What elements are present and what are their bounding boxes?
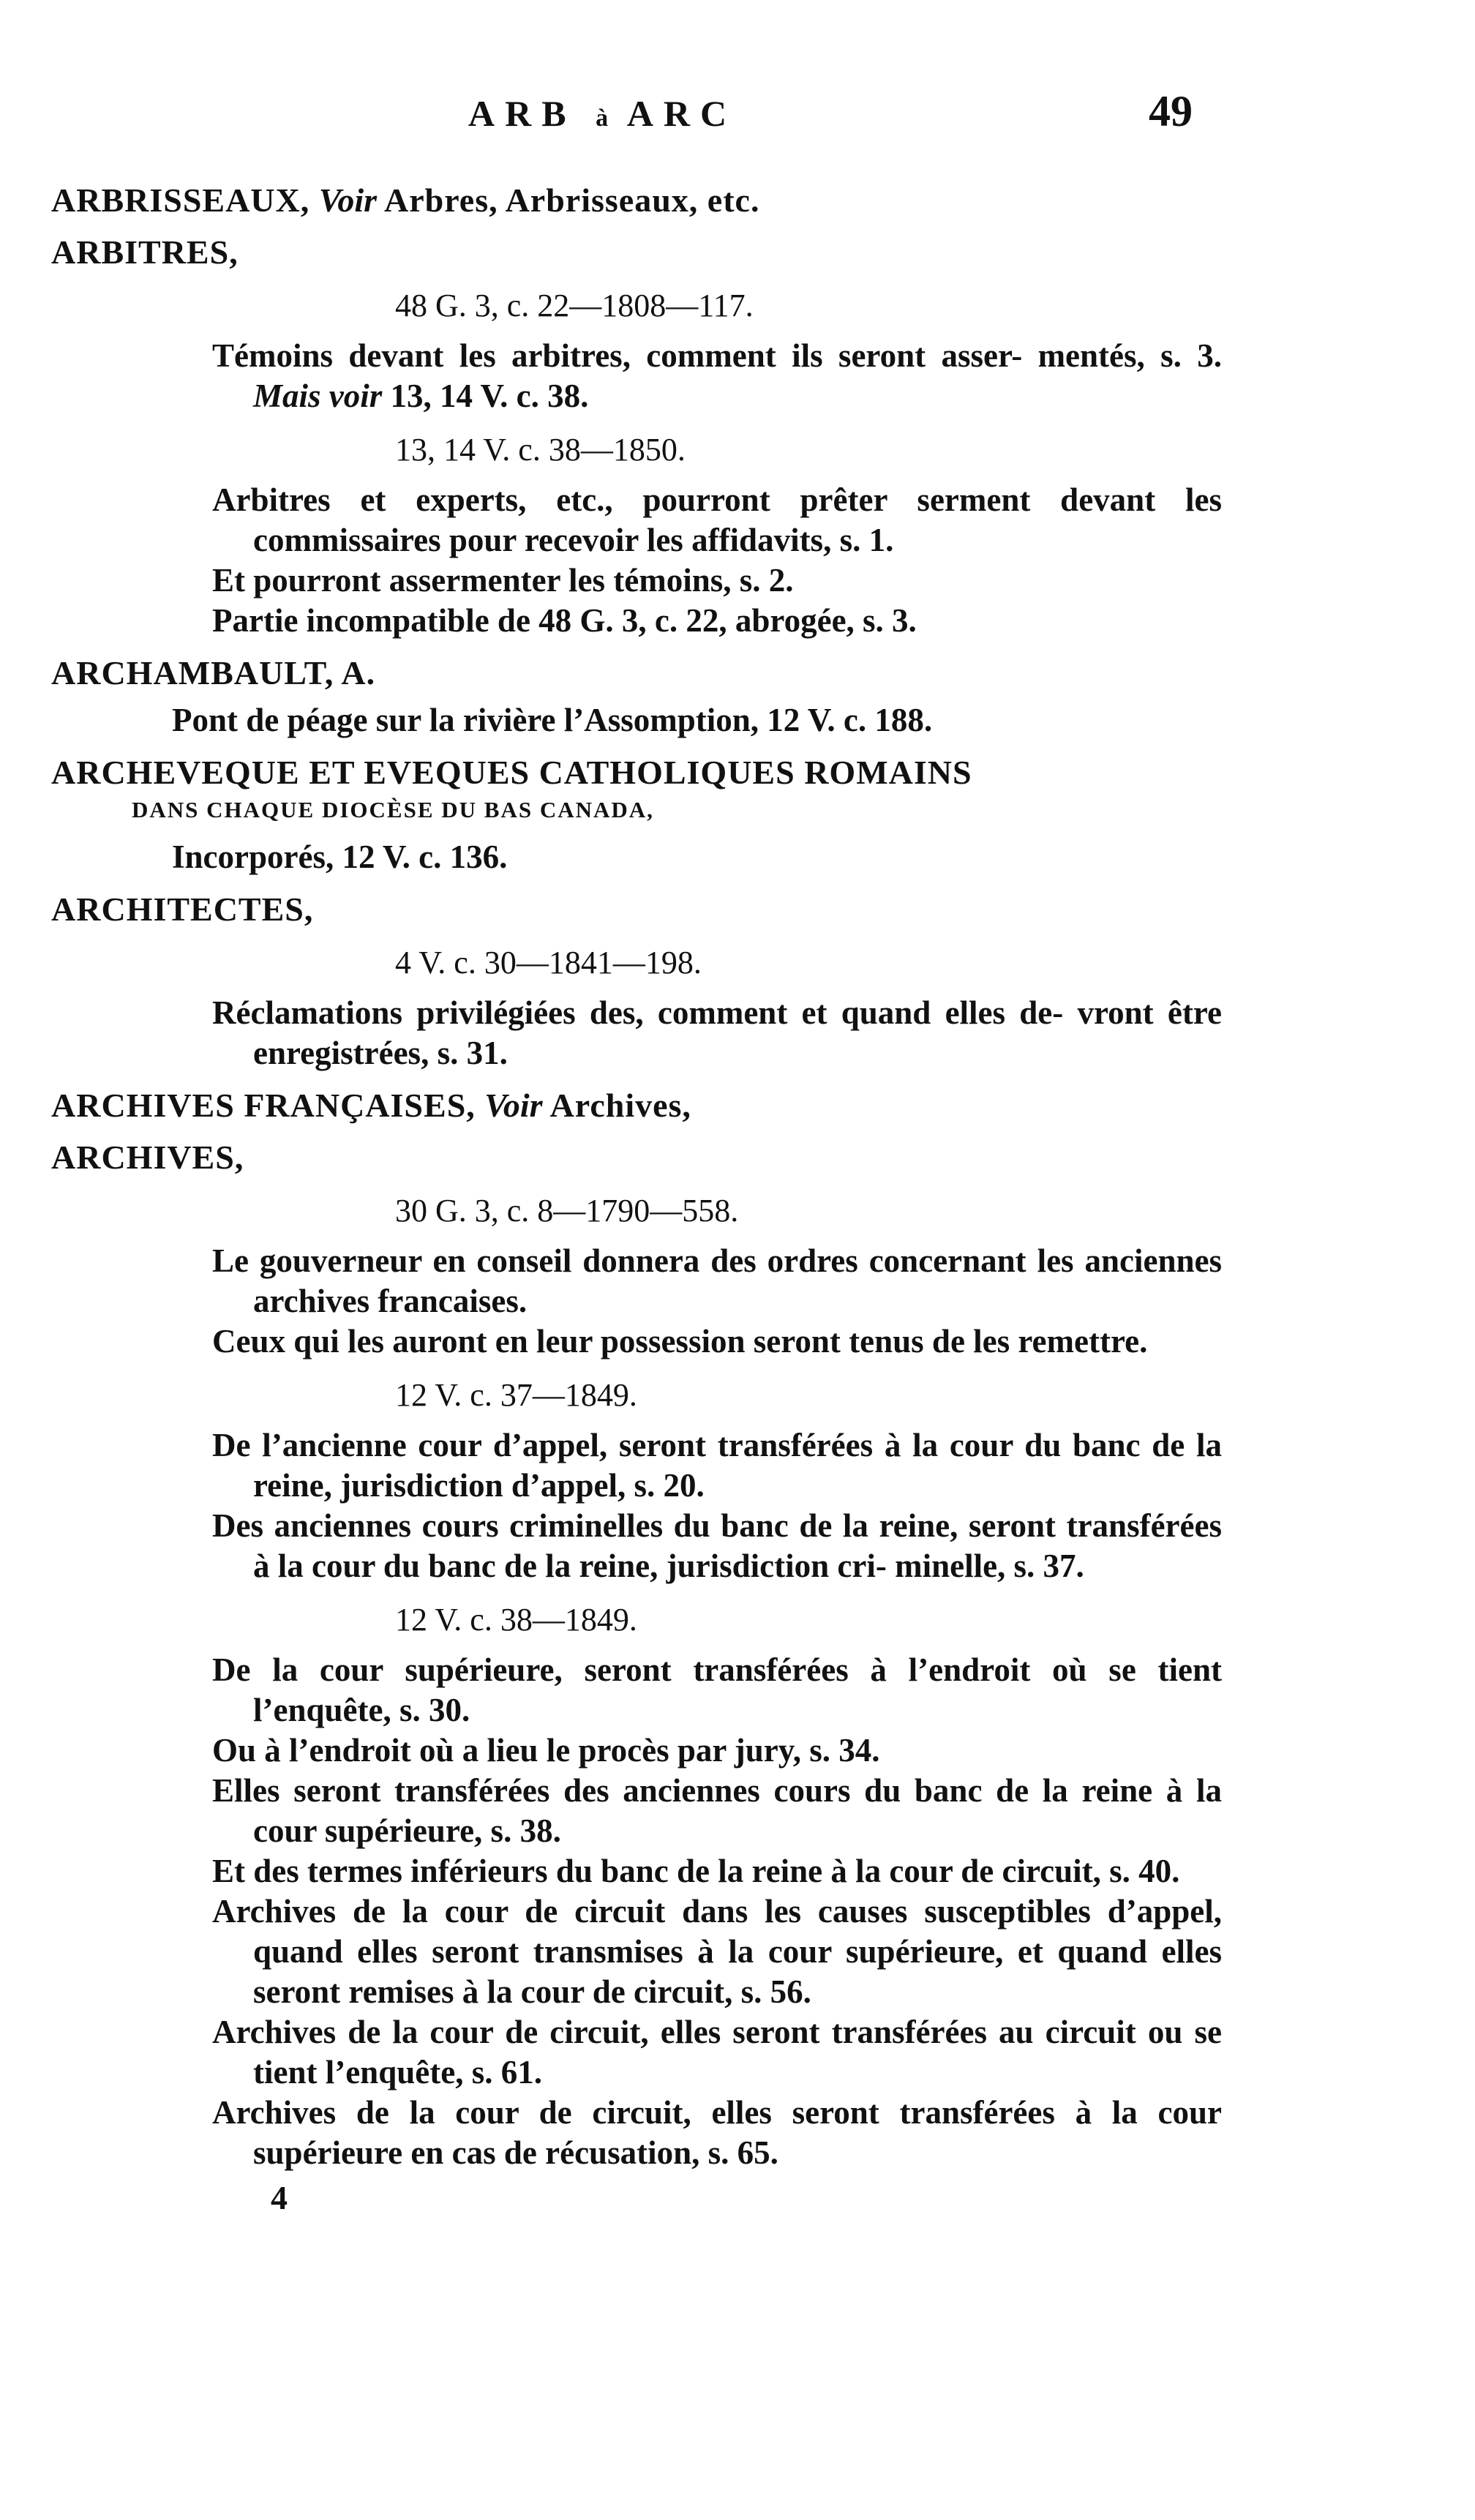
list-item: Archives de la cour de circuit, elles seront transférées à la cour supérieure en cas de récusation, s. 65. xyxy=(212,2094,1222,2171)
running-head-mid: à xyxy=(596,105,610,132)
heading-arbitres: ARBITRES, xyxy=(51,233,239,271)
list-item: Arbitres et experts, etc., pourront prêter serment devant les commissaires pour recevoir les affidavits, s. 1. xyxy=(212,481,1222,558)
list-item: De l’ancienne cour d’appel, seront transférées à la cour du banc de la reine, jurisdiction d’appel, s. 20. xyxy=(212,1427,1222,1504)
list-item: Archives de la cour de circuit dans les causes susceptibles d’appel, quand elles seront transmises à la cour supérieure, et quand elles seront remises à la cour de circuit, s. 56. xyxy=(212,1893,1222,2010)
heading-arbrisseaux: ARBRISSEAUX, Voir Arbres, Arbrisseaux, etc. xyxy=(51,181,760,219)
subheading: DANS CHAQUE DIOCÈSE DU BAS CANADA, xyxy=(132,797,654,822)
index-body xyxy=(51,168,1222,2218)
heading-archambault: ARCHAMBAULT, A. xyxy=(51,654,376,691)
list-item: De la cour supérieure, seront transférées à l’endroit où se tient l’enquête, s. 30. xyxy=(212,1651,1222,1728)
list-item: Elles seront transférées des anciennes cours du banc de la reine à la cour supérieure, s. 38. xyxy=(212,1772,1222,1849)
list-item: Archives de la cour de circuit, elles seront transférées au circuit ou se tient l’enquête, s. 61. xyxy=(212,2014,1222,2090)
running-head-right: ARC xyxy=(626,93,738,134)
list-item: Réclamations privilégiées des, comment et quand elles de- vront être enregistrées, s. 31. xyxy=(212,994,1222,1071)
page-header xyxy=(51,86,1222,145)
running-head xyxy=(468,92,737,135)
list-item: Des anciennes cours criminelles du banc de la reine, seront transférées à la cour du banc de la reine, jurisdiction cri- minelle, s. 37. xyxy=(212,1507,1222,1584)
statute-ref: 30 G. 3, c. 8—1790—558. xyxy=(395,1193,739,1229)
page-number: 49 xyxy=(1149,87,1193,135)
statute-ref: 48 G. 3, c. 22—1808—117. xyxy=(395,288,754,323)
list-item: Et pourront assermenter les témoins, s. 2. xyxy=(212,562,794,599)
statute-ref: 12 V. c. 38—1849. xyxy=(395,1602,637,1638)
list-item: Ou à l’endroit où a lieu le procès par jury, s. 34. xyxy=(212,1732,880,1769)
statute-ref: 13, 14 V. c. 38—1850. xyxy=(395,432,686,468)
statute-ref: 12 V. c. 37—1849. xyxy=(395,1377,637,1413)
list-item: Ceux qui les auront en leur possession seront tenus de les remettre. xyxy=(212,1323,1148,1360)
heading-archives: ARCHIVES, xyxy=(51,1139,244,1176)
entry-line: Pont de péage sur la rivière l’Assomption, 12 V. c. 188. xyxy=(172,702,933,738)
list-item: Partie incompatible de 48 G. 3, c. 22, abrogée, s. 3. xyxy=(212,602,917,639)
heading-archeveque: ARCHEVEQUE ET EVEQUES CATHOLIQUES ROMAINS xyxy=(51,754,972,791)
entry-line: Incorporés, 12 V. c. 136. xyxy=(172,839,508,875)
signature-mark: 4 xyxy=(271,2179,288,2216)
statute-ref: 4 V. c. 30—1841—198. xyxy=(395,945,702,980)
list-item: Le gouverneur en conseil donnera des ordres concernant les anciennes archives francaises. xyxy=(212,1242,1222,1319)
list-item: Et des termes inférieurs du banc de la reine à la cour de circuit, s. 40. xyxy=(212,1853,1180,1889)
running-head-left: ARB xyxy=(468,93,577,134)
heading-architectes: ARCHITECTES, xyxy=(51,890,314,928)
list-item: Témoins devant les arbitres, comment ils seront asser- mentés, s. 3. Mais voir 13, 14 V. c. 38. xyxy=(212,337,1222,414)
heading-archives-francaises: ARCHIVES FRANÇAISES, Voir Archives, xyxy=(51,1087,691,1124)
